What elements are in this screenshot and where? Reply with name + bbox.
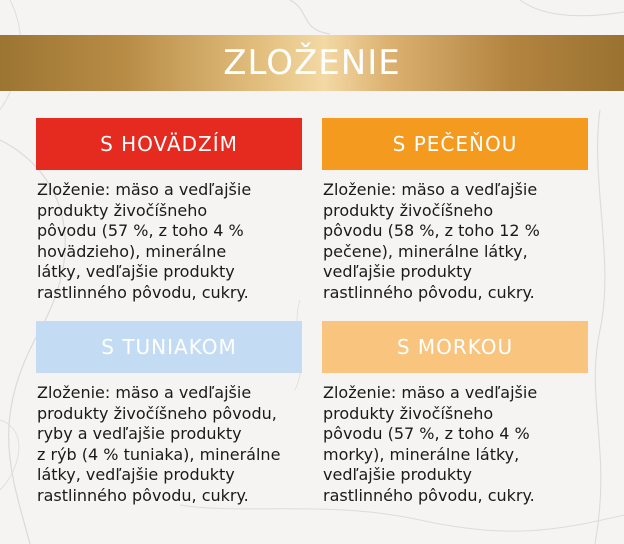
card-text-beef: Zloženie: mäso a vedľajšie produkty živočíšneho pôvodu (57 %, z toho 4 % hovädzieho), minerálne látky, vedľajšie produkty rastlinného pôvodu, cukry. [37,180,252,302]
page-title: ZLOŽENIE [223,43,401,83]
card-heading-beef: S HOVÄDZÍM [36,118,302,170]
card-heading-tuna: S TUNIAKOM [36,321,302,373]
card-heading-carrot: S MORKOU [322,321,588,373]
card-tuna [36,321,302,507]
card-beef [36,118,302,304]
card-text-tuna: Zloženie: mäso a vedľajšie produkty živočíšneho pôvodu, ryby a vedľajšie produkty z rýb (4 % tuniaka), minerálne látky, vedľajšie produkty rastlinného pôvodu, cukry. [37,383,281,505]
card-heading-liver: S PEČEŇOU [322,118,588,170]
card-text-liver: Zloženie: mäso a vedľajšie produkty živočíšneho pôvodu (58 %, z toho 12 % pečene), minerálne látky, vedľajšie produkty rastlinného pôvodu, cukry. [323,180,540,302]
card-text-carrot: Zloženie: mäso a vedľajšie produkty živočíšneho pôvodu (57 %, z toho 4 % morky), minerálne látky, vedľajšie produkty rastlinného pôvodu, cukry. [323,383,538,505]
card-carrot [322,321,588,507]
card-liver [322,118,588,304]
title-banner [0,35,624,91]
